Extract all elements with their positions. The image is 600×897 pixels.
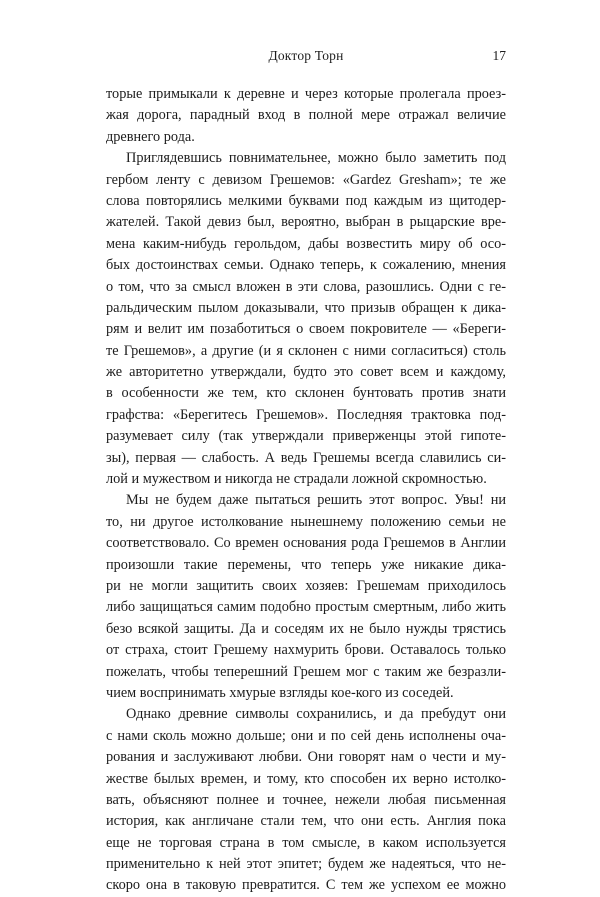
text-line: история, как англичане стали тем, что они есть. Англия пока bbox=[106, 813, 506, 830]
text-line: от страха, стоит Грешему нахмурить брови. Оставалось только bbox=[106, 642, 506, 659]
text-line: либо защищаться самим подобно простым смертным, либо жить bbox=[106, 599, 506, 616]
text-line: бых достоинствах семьи. Однако теперь, к сожалению, мнения bbox=[106, 257, 506, 274]
text-line: графства: «Берегитесь Грешемов». Последняя трактовка под- bbox=[106, 406, 506, 423]
text-line: разумевает силу (так утверждали приверженцы этой гипоте- bbox=[106, 428, 506, 445]
text-line: с нами сколь можно дольше; они и по сей день исполнены оча- bbox=[106, 727, 506, 744]
page-header bbox=[106, 48, 506, 68]
text-line: жестве былых времен, и тому, кто способен их верно истолко- bbox=[106, 770, 506, 787]
text-line: слова повторялись мелкими буквами под каждым из щитодер- bbox=[106, 192, 506, 209]
text-line: то, ни другое истолкование нынешнему положению семьи не bbox=[106, 513, 506, 530]
text-line: жателей. Такой девиз был, вероятно, выбран в рыцарские вре- bbox=[106, 214, 506, 231]
text-line: безо всякой защиты. Да и соседям их не было нужды трястись bbox=[106, 620, 506, 637]
running-title: Доктор Торн bbox=[268, 48, 344, 63]
paragraph bbox=[106, 84, 506, 148]
text-line: гербом ленту с девизом Грешемов: «Gardez Gresham»; те же bbox=[106, 171, 506, 188]
text-line: произошли такие перемены, что теперь уже никакие дика- bbox=[106, 556, 506, 573]
paragraph bbox=[106, 490, 506, 704]
text-line: те Грешемов», а другие (и я склонен с ними согласиться) столь bbox=[106, 342, 506, 359]
text-line: древнего рода. bbox=[106, 128, 195, 145]
text-line: применительно к ней этот эпитет; будем же надеяться, что не- bbox=[106, 856, 506, 873]
body-text bbox=[106, 84, 506, 897]
paragraph bbox=[106, 704, 506, 897]
text-line: скоро она в таковую превратится. С тем же успехом ее можно bbox=[106, 877, 506, 894]
text-line: лой и мужеством и никогда не страдали ложной скромностью. bbox=[106, 471, 487, 488]
page-number: 17 bbox=[492, 48, 506, 63]
text-line: рям и велит им позаботиться о своем покровителе — «Береги- bbox=[106, 321, 506, 338]
text-line: соответствовало. Со времен основания рода Грешемов в Англии bbox=[106, 535, 506, 552]
text-line: ральдическим пылом доказывали, что призыв обращен к дика- bbox=[106, 299, 506, 316]
text-line: чием воспринимать хмурые взгляды кое-кого из соседей. bbox=[106, 684, 454, 701]
text-line: Однако древние символы сохранились, и да пребудут они bbox=[126, 706, 506, 723]
text-line: рования и заслуживают любви. Они говорят нам о чести и му- bbox=[106, 749, 506, 766]
text-line: жая дорога, парадный вход в полной мере отражал величие bbox=[106, 107, 506, 124]
text-line: Мы не будем даже пытаться решить этот вопрос. Увы! ни bbox=[126, 492, 506, 509]
text-line: о том, что за смысл вложен в эти слова, разошлись. Одни с ге- bbox=[106, 278, 506, 295]
text-line: зы), первая — слабость. А ведь Грешемы всегда славились си- bbox=[106, 449, 506, 466]
paragraph bbox=[106, 148, 506, 490]
text-line: еще не торговая страна в том смысле, в каком используется bbox=[106, 834, 506, 851]
text-line: вать, объясняют полнее и точнее, нежели любая письменная bbox=[106, 791, 506, 808]
text-line: пожелать, чтобы теперешний Грешем мог с таким же безразли- bbox=[106, 663, 506, 680]
text-line: Приглядевшись повнимательнее, можно было заметить под bbox=[126, 150, 506, 167]
text-line: торые примыкали к деревне и через которые пролегала проез- bbox=[106, 86, 506, 102]
text-line: же авторитетно утверждали, будто это совет всем и каждому, bbox=[106, 364, 506, 381]
text-line: мена каким-нибудь герольдом, дабы возвестить миру об осо- bbox=[106, 235, 506, 252]
text-line: в особенности же тем, кто склонен бунтовать против знати bbox=[106, 385, 506, 402]
text-line: ри не могли защитить своих хозяев: Грешемам приходилось bbox=[106, 577, 506, 594]
